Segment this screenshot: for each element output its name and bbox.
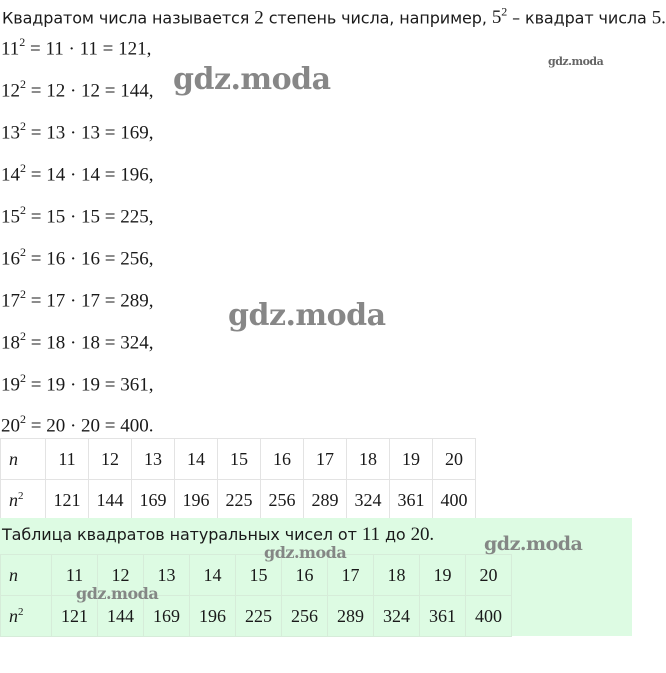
n-exponent: 2: [18, 605, 24, 618]
table-cell: 16: [282, 555, 328, 596]
watermark-logo: gdz.moda: [228, 298, 386, 333]
equation-line: [1, 288, 154, 312]
equation-exponent: 2: [20, 412, 26, 426]
equation-base: 18: [1, 332, 20, 354]
equation-base: 13: [1, 122, 20, 144]
equation-line: [1, 204, 154, 228]
equation-exponent: 2: [19, 35, 26, 49]
squares-table: [0, 438, 476, 521]
table-cell: 324: [374, 596, 420, 637]
table-cell: 13: [144, 555, 190, 596]
equation-result: = 18 · 18 = 324,: [30, 332, 154, 354]
watermark-logo: gdz.moda: [76, 584, 159, 603]
equation-base: 19: [1, 374, 20, 396]
equation-base: 15: [1, 206, 20, 228]
table-row-n-squared: [1, 480, 476, 521]
example-base: 5: [491, 7, 502, 29]
table-cell: 20: [466, 555, 512, 596]
table-row-n: [1, 439, 476, 480]
table-cell: 12: [89, 439, 132, 480]
equation-line: [1, 413, 154, 437]
table-cell: 17: [304, 439, 347, 480]
watermark-logo: gdz.moda: [548, 55, 604, 68]
table-cell: 225: [218, 480, 261, 521]
equation-base: 17: [1, 290, 20, 312]
equation-base: 11: [1, 38, 20, 60]
row-header-n-squared: [1, 480, 46, 521]
table-cell: 11: [52, 555, 98, 596]
watermark-logo: gdz.moda: [173, 62, 331, 97]
table-cell: 169: [132, 480, 175, 521]
equation-exponent: 2: [20, 371, 26, 385]
equation-exponent: 2: [20, 287, 26, 301]
equation-base: 20: [1, 415, 20, 437]
equation-result: = 15 · 15 = 225,: [30, 206, 154, 228]
table-cell: 400: [466, 596, 512, 637]
intro-text-part: Квадратом числа называется: [2, 8, 250, 28]
equation-line: [1, 330, 154, 354]
equation-result: = 11 · 11 = 121,: [30, 38, 152, 60]
equation-exponent: 2: [20, 161, 26, 175]
table-cell: 144: [98, 596, 144, 637]
equation-base: 14: [1, 164, 20, 186]
table-cell: 14: [190, 555, 236, 596]
watermark-logo: gdz.moda: [264, 543, 347, 562]
equation-exponent: 2: [20, 77, 26, 91]
caption-text: Таблица квадратов натуральных чисел от: [2, 525, 357, 544]
table-cell: 289: [304, 480, 347, 521]
equation-exponent: 2: [20, 245, 26, 259]
table-cell: 19: [420, 555, 466, 596]
equation-line: [1, 372, 154, 396]
equation-line: [1, 36, 151, 60]
equation-exponent: 2: [20, 119, 26, 133]
table-cell: 169: [144, 596, 190, 637]
intro-text-part: – квадрат числа: [512, 8, 647, 28]
equation-line: [1, 120, 154, 144]
n-exponent: 2: [18, 489, 24, 502]
intro-text-part: степень числа, например,: [268, 8, 487, 28]
caption-text: до: [384, 525, 406, 544]
table-cell: 121: [46, 480, 89, 521]
table-cell: 18: [347, 439, 390, 480]
table-cell: 324: [347, 480, 390, 521]
table-cell: 17: [328, 555, 374, 596]
equation-result: = 16 · 16 = 256,: [30, 248, 154, 270]
equation-result: = 13 · 13 = 169,: [30, 122, 154, 144]
table-cell: 19: [390, 439, 433, 480]
intro-example-number: 5.: [651, 7, 666, 29]
caption-from: 11: [361, 524, 380, 545]
row-header-n: n: [1, 439, 46, 480]
equation-line: [1, 162, 154, 186]
table-cell: 144: [89, 480, 132, 521]
row-header-n: n: [1, 555, 52, 596]
equation-line: [1, 78, 154, 102]
table-cell: 14: [175, 439, 218, 480]
table-cell: 196: [190, 596, 236, 637]
n-label: n: [9, 489, 18, 510]
equation-base: 16: [1, 248, 20, 270]
table-cell: 15: [218, 439, 261, 480]
intro-example-power: [492, 7, 507, 28]
table-cell: 15: [236, 555, 282, 596]
table-cell: 12: [98, 555, 144, 596]
table-cell: 289: [328, 596, 374, 637]
table-cell: 16: [261, 439, 304, 480]
equation-line: [1, 246, 154, 270]
table-cell: 256: [261, 480, 304, 521]
equation-result: = 19 · 19 = 361,: [30, 374, 154, 396]
example-exponent: 2: [501, 5, 508, 19]
equation-exponent: 2: [20, 329, 26, 343]
table-cell: 400: [433, 480, 476, 521]
table-cell: 361: [390, 480, 433, 521]
equation-result: = 20 · 20 = 400.: [30, 415, 154, 437]
table-cell: 11: [46, 439, 89, 480]
equation-result: = 14 · 14 = 196,: [30, 164, 154, 186]
equation-result: = 12 · 12 = 144,: [30, 80, 154, 102]
row-header-n-squared: [1, 596, 52, 637]
intro-number: 2: [254, 7, 264, 29]
equation-base: 12: [1, 80, 20, 102]
table-cell: 20: [433, 439, 476, 480]
table-cell: 196: [175, 480, 218, 521]
n-label: n: [9, 605, 18, 626]
caption-to: 20.: [410, 524, 435, 545]
intro-text: [2, 5, 666, 29]
answer-caption: [2, 524, 434, 546]
table-cell: 361: [420, 596, 466, 637]
table-cell: 225: [236, 596, 282, 637]
table-cell: 256: [282, 596, 328, 637]
table-cell: 18: [374, 555, 420, 596]
table-cell: 121: [52, 596, 98, 637]
equation-exponent: 2: [20, 203, 26, 217]
table-cell: 13: [132, 439, 175, 480]
watermark-logo: gdz.moda: [484, 533, 583, 555]
equation-result: = 17 · 17 = 289,: [30, 290, 154, 312]
